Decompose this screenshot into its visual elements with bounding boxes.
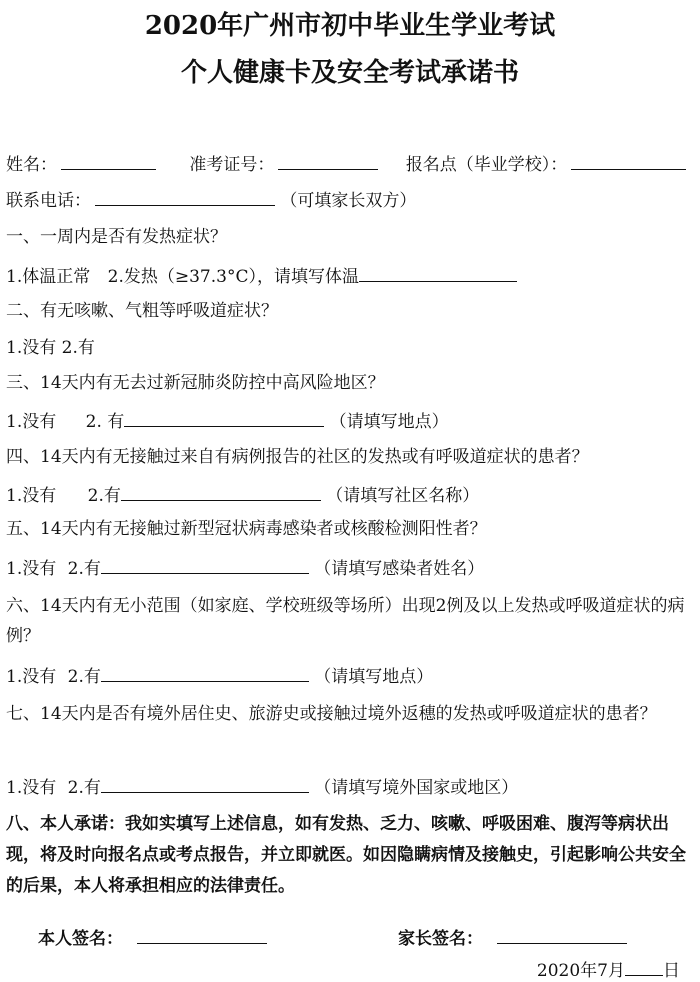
- q5-option-no[interactable]: 1.没有: [6, 559, 57, 579]
- phone-label: 联系电话：: [6, 191, 91, 211]
- q6-note: （请填写地点）: [314, 667, 434, 687]
- answer-row-3: [6, 409, 694, 433]
- q2-options[interactable]: 1.没有 2.有: [6, 338, 95, 358]
- q1-option-normal[interactable]: 1.体温正常: [6, 267, 91, 287]
- parent-signature-field[interactable]: [497, 926, 627, 944]
- self-signature-row: [38, 924, 267, 949]
- school-label: 报名点（毕业学校）：: [405, 155, 568, 175]
- answer-row-1: [6, 264, 694, 288]
- question-4: 四、14天内有无接触过来自有病例报告的社区的发热或有呼吸道症状的患者？: [6, 447, 589, 467]
- document-title: 2020年广州市初中毕业生学业考试: [144, 11, 556, 41]
- date-day-field[interactable]: [625, 958, 663, 976]
- phone-row: [6, 188, 694, 212]
- question-5: 五、14天内有无接触过新型冠状病毒感染者或核酸检测阳性者？: [6, 519, 487, 539]
- q1-temperature-field[interactable]: [359, 264, 517, 282]
- q5-name-field[interactable]: [101, 556, 309, 574]
- date-row: [537, 958, 680, 982]
- self-signature-field[interactable]: [137, 926, 267, 944]
- answer-row-7: [6, 775, 694, 799]
- answer-row-5: [6, 556, 694, 580]
- q5-note: （请填写感染者姓名）: [314, 559, 485, 579]
- question-1: 一、一周内是否有发热症状？: [6, 227, 227, 247]
- exam-no-label: 准考证号：: [189, 155, 275, 175]
- q3-location-field[interactable]: [124, 409, 324, 427]
- q4-option-no[interactable]: 1.没有: [6, 486, 57, 506]
- q6-option-yes[interactable]: 2.有: [67, 667, 101, 687]
- school-field[interactable]: [571, 152, 686, 170]
- date-suffix: 日: [663, 961, 680, 981]
- question-3: 三、14天内有无去过新冠肺炎防控中高风险地区？: [6, 373, 385, 393]
- question-6: 六、14天内有无小范围（如家庭、学校班级等场所）出现2例及以上发热或呼吸道症状的病例？: [6, 596, 685, 646]
- q3-option-yes[interactable]: 2. 有: [85, 412, 125, 432]
- question-2: 二、有无咳嗽、气粗等呼吸道症状？: [6, 301, 278, 321]
- parent-signature-row: [398, 924, 627, 949]
- info-row: [6, 152, 694, 176]
- exam-no-field[interactable]: [278, 152, 378, 170]
- q5-option-yes[interactable]: 2.有: [67, 559, 101, 579]
- q7-option-no[interactable]: 1.没有: [6, 778, 57, 798]
- phone-note: （可填家长双方）: [280, 191, 417, 211]
- q3-note: （请填写地点）: [329, 412, 449, 432]
- date-prefix: 2020年7月: [536, 961, 625, 981]
- q3-option-no[interactable]: 1.没有: [6, 412, 57, 432]
- name-label: 姓名：: [6, 155, 57, 175]
- phone-field[interactable]: [95, 188, 275, 206]
- q7-country-field[interactable]: [101, 775, 309, 793]
- q7-option-yes[interactable]: 2.有: [67, 778, 101, 798]
- q1-option-fever[interactable]: 2.发热（≥37.3°C），请填写体温: [107, 267, 359, 287]
- answer-row-4: [6, 483, 694, 507]
- name-field[interactable]: [61, 152, 156, 170]
- document-subtitle: 个人健康卡及安全考试承诺书: [180, 58, 519, 88]
- promise-statement: 八、本人承诺：我如实填写上述信息，如有发热、乏力、咳嗽、呼吸困难、腹泻等病状出现，将及时向报名点或考点报告，并立即就医。如因隐瞒病情及接触史，引起影响公共安全的后果，本人将承担相应的法律责任。: [6, 814, 686, 896]
- q7-note: （请填写境外国家或地区）: [314, 778, 519, 798]
- question-7: 七、14天内是否有境外居住史、旅游史或接触过境外返穗的发热或呼吸道症状的患者？: [6, 704, 657, 724]
- q6-location-field[interactable]: [101, 664, 309, 682]
- q6-option-no[interactable]: 1.没有: [6, 667, 57, 687]
- q4-community-field[interactable]: [121, 483, 321, 501]
- parent-signature-label: 家长签名：: [398, 929, 483, 949]
- q4-option-yes[interactable]: 2.有: [87, 486, 121, 506]
- answer-row-6: [6, 664, 694, 688]
- q4-note: （请填写社区名称）: [326, 486, 480, 506]
- self-signature-label: 本人签名：: [38, 929, 123, 949]
